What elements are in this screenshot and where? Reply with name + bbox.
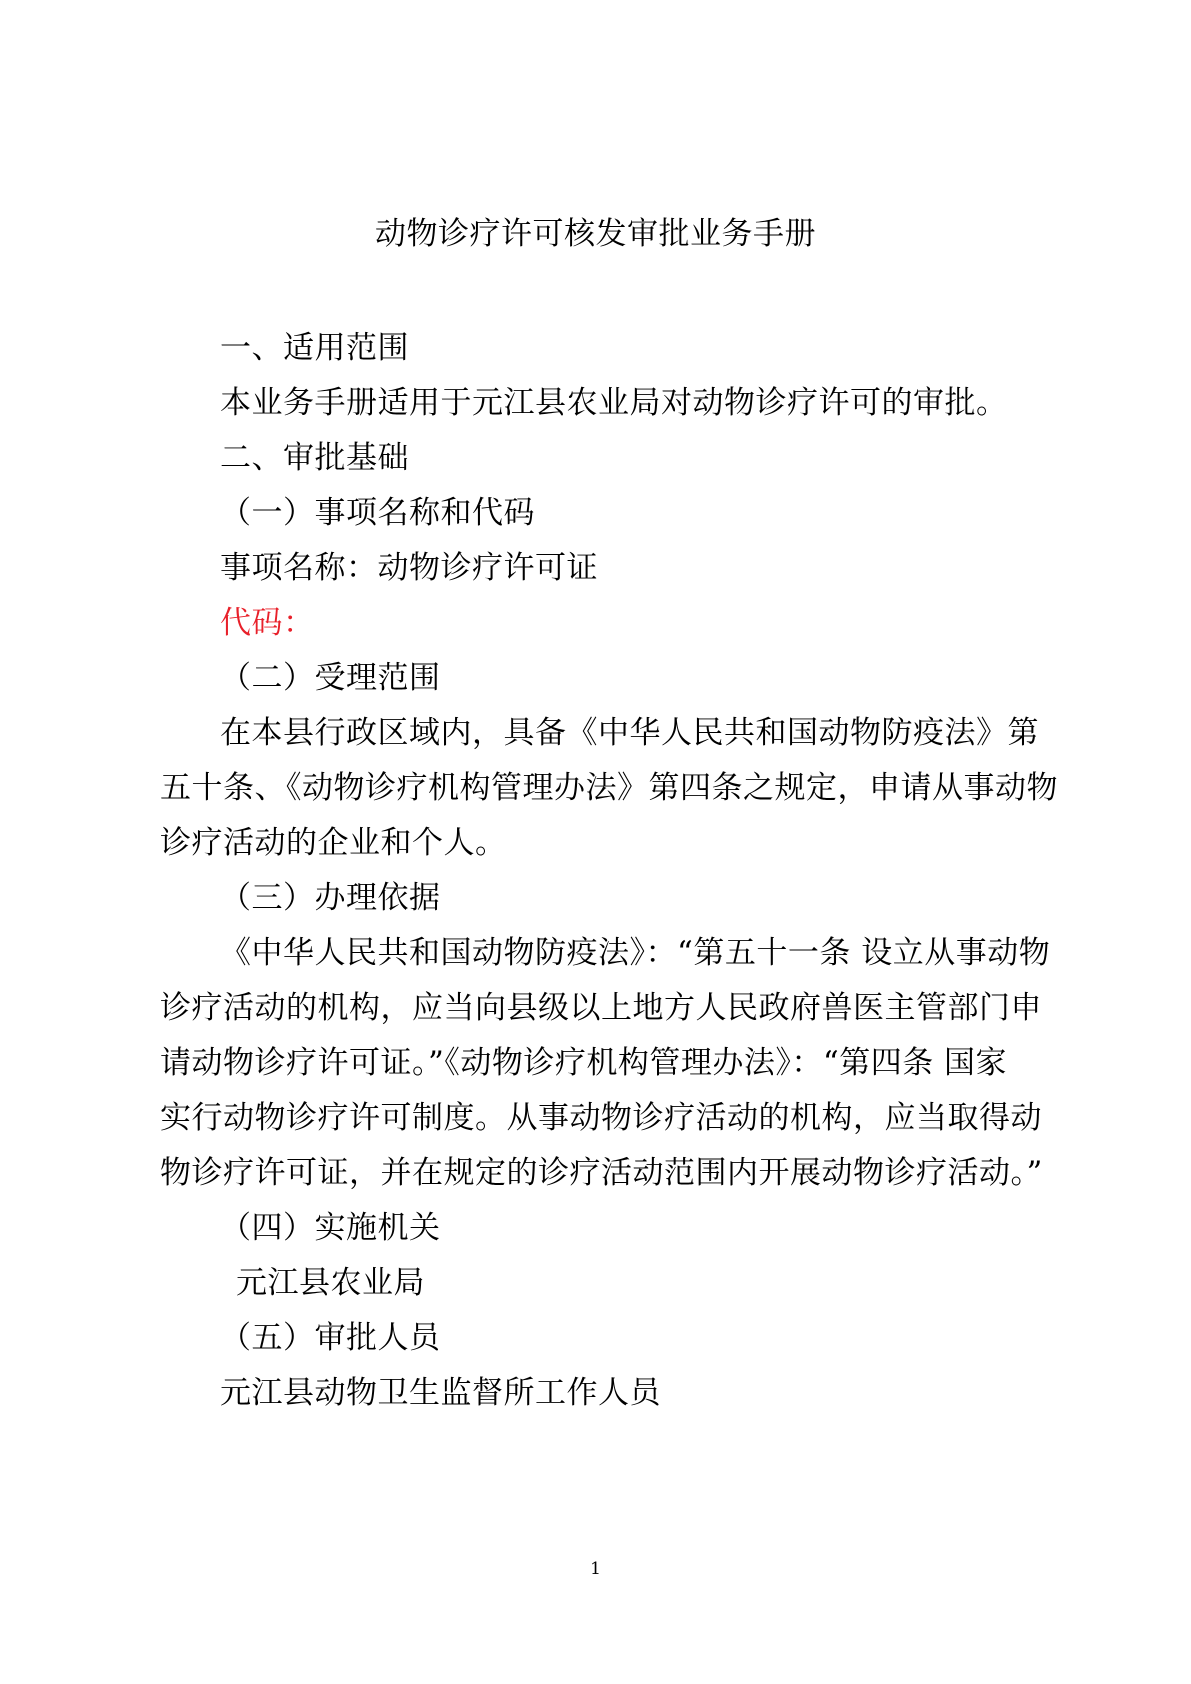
scope-paragraph: 本业务手册适用于元江县农业局对动物诊疗许可的审批。 <box>220 385 1008 421</box>
acceptance-paragraph-line-3: 诊疗活动的企业和个人。 <box>160 825 507 861</box>
acceptance-paragraph-line-1: 在本县行政区域内，具备《中华人民共和国动物防疫法》第 <box>220 715 1039 751</box>
approval-staff-value: 元江县动物卫生监督所工作人员 <box>220 1375 661 1411</box>
section-heading-basis: 二、审批基础 <box>220 440 409 476</box>
subsection-heading-implementing-agency: （四）实施机关 <box>220 1210 441 1246</box>
legal-basis-line-5: 物诊疗许可证，并在规定的诊疗活动范围内开展动物诊疗活动。” <box>160 1155 1043 1191</box>
legal-basis-line-1: 《中华人民共和国动物防疫法》：“第五十一条 设立从事动物 <box>220 935 1051 971</box>
subsection-heading-name-code: （一）事项名称和代码 <box>220 495 535 531</box>
section-heading-scope: 一、适用范围 <box>220 330 409 366</box>
implementing-agency-value: 元江县农业局 <box>236 1265 425 1301</box>
subsection-heading-approval-staff: （五）审批人员 <box>220 1320 441 1356</box>
subsection-heading-legal-basis: （三）办理依据 <box>220 880 441 916</box>
document-title: 动物诊疗许可核发审批业务手册 <box>375 216 816 252</box>
legal-basis-line-3: 请动物诊疗许可证。”《动物诊疗机构管理办法》：“第四条 国家 <box>160 1045 1008 1081</box>
legal-basis-line-4: 实行动物诊疗许可制度。从事动物诊疗活动的机构，应当取得动 <box>160 1100 1042 1136</box>
page-number: 1 <box>590 1559 601 1579</box>
subsection-heading-acceptance: （二）受理范围 <box>220 660 441 696</box>
acceptance-paragraph-line-2: 五十条、《动物诊疗机构管理办法》第四条之规定，申请从事动物 <box>160 770 1058 806</box>
legal-basis-line-2: 诊疗活动的机构，应当向县级以上地方人民政府兽医主管部门申 <box>160 990 1042 1026</box>
item-code-line: 代码： <box>220 605 315 641</box>
item-name-line: 事项名称：动物诊疗许可证 <box>220 550 598 586</box>
